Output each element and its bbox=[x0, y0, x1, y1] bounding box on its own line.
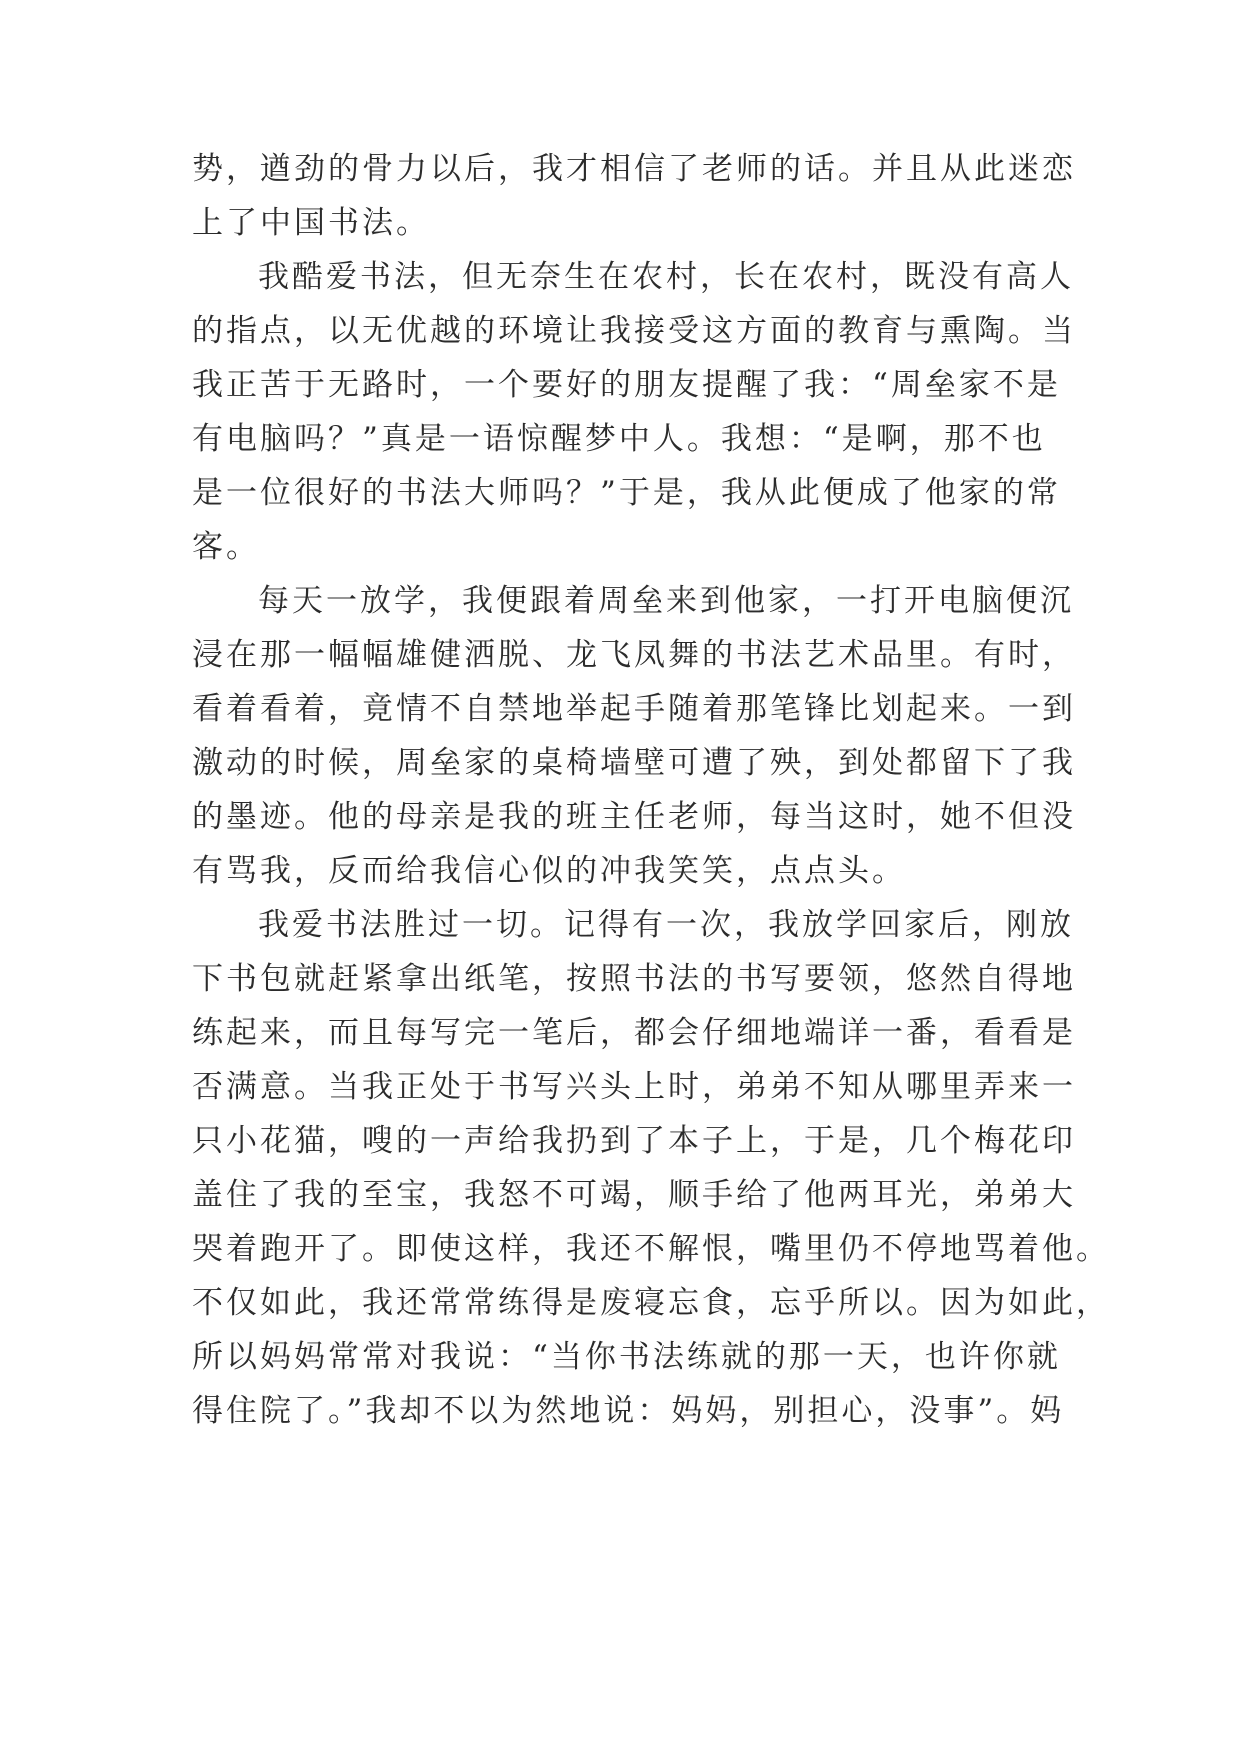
text-line: 只小花猫，嗖的一声给我扔到了本子上，于是，几个梅花印 bbox=[192, 1123, 1076, 1159]
text-line: 看着看着，竟情不自禁地举起手随着那笔锋比划起来。一到 bbox=[192, 691, 1076, 727]
text-line: 所以妈妈常常对我说：“当你书法练就的那一天，也许你就 bbox=[192, 1339, 1061, 1375]
text-line: 势，遒劲的骨力以后，我才相信了老师的话。并且从此迷恋 bbox=[192, 151, 1076, 187]
text-line: 的墨迹。他的母亲是我的班主任老师，每当这时，她不但没 bbox=[192, 799, 1076, 835]
text-line: 我正苦于无路时，一个要好的朋友提醒了我：“周垒家不是 bbox=[192, 367, 1061, 403]
text-line: 否满意。当我正处于书写兴头上时，弟弟不知从哪里弄来一 bbox=[192, 1069, 1076, 1105]
text-line: 有电脑吗？”真是一语惊醒梦中人。我想：“是啊，那不也 bbox=[192, 421, 1046, 457]
text-line: 有骂我，反而给我信心似的冲我笑笑，点点头。 bbox=[192, 853, 906, 889]
text-line: 练起来，而且每写完一笔后，都会仔细地端详一番，看看是 bbox=[192, 1015, 1076, 1051]
text-line: 上了中国书法。 bbox=[192, 205, 430, 241]
text-line: 得住院了。”我却不以为然地说：妈妈，别担心，没事”。妈 bbox=[192, 1393, 1065, 1429]
text-line: 下书包就赶紧拿出纸笔，按照书法的书写要领，悠然自得地 bbox=[192, 961, 1076, 997]
paragraph-first-line: 我爱书法胜过一切。记得有一次，我放学回家后，刚放 bbox=[258, 907, 1074, 943]
paragraph-first-line: 我酷爱书法，但无奈生在农村，长在农村，既没有高人 bbox=[258, 259, 1074, 295]
text-line: 不仅如此，我还常常练得是废寝忘食，忘乎所以。因为如此， bbox=[192, 1285, 1110, 1321]
text-line: 是一位很好的书法大师吗？”于是，我从此便成了他家的常 bbox=[192, 475, 1061, 511]
text-line: 客。 bbox=[192, 529, 260, 565]
text-line: 盖住了我的至宝，我怒不可竭，顺手给了他两耳光，弟弟大 bbox=[192, 1177, 1076, 1213]
text-line: 哭着跑开了。即使这样，我还不解恨，嘴里仍不停地骂着他。 bbox=[192, 1231, 1110, 1267]
text-line: 的指点，以无优越的环境让我接受这方面的教育与熏陶。当 bbox=[192, 313, 1076, 349]
text-line: 浸在那一幅幅雄健洒脱、龙飞凤舞的书法艺术品里。有时， bbox=[192, 637, 1076, 673]
text-line: 激动的时候，周垒家的桌椅墙壁可遭了殃，到处都留下了我 bbox=[192, 745, 1076, 781]
paragraph-first-line: 每天一放学，我便跟着周垒来到他家，一打开电脑便沉 bbox=[258, 583, 1074, 619]
